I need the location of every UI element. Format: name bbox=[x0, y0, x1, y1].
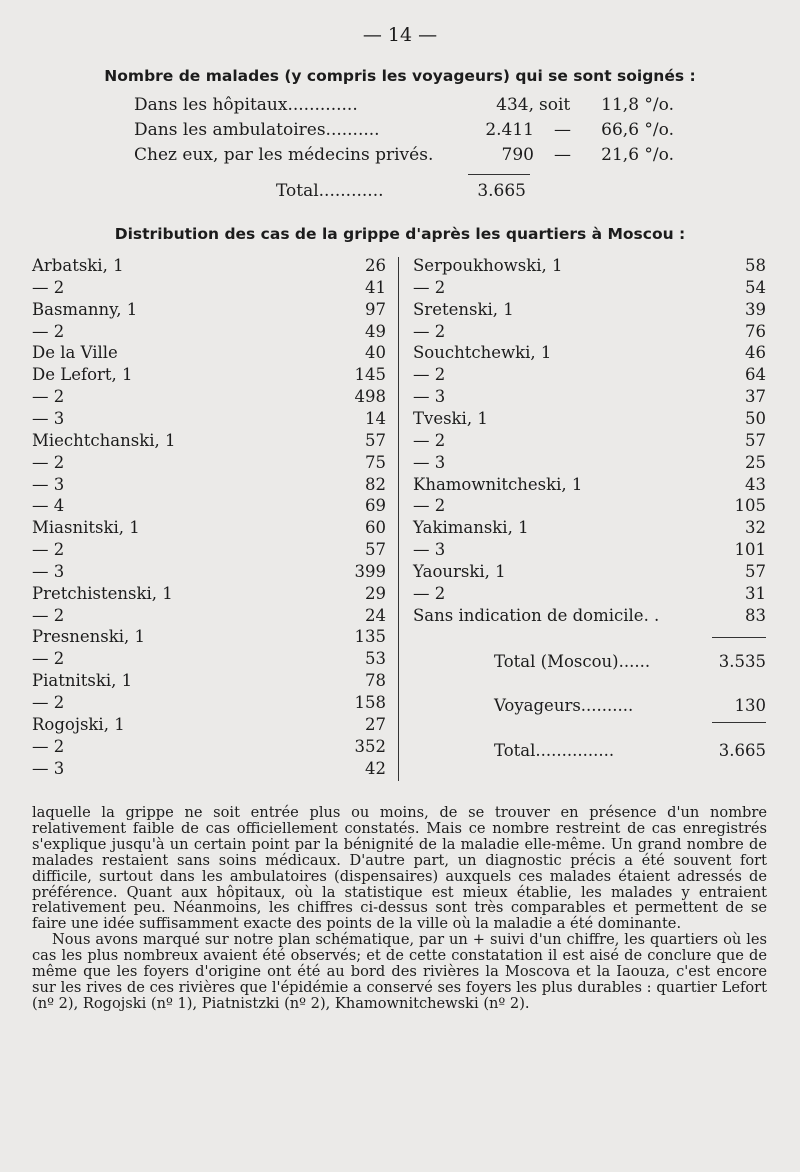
sum-rule bbox=[712, 637, 766, 638]
district-count: 135 bbox=[354, 627, 386, 647]
district-row bbox=[413, 387, 766, 409]
district-name: — 2 bbox=[32, 736, 65, 756]
district-count: 97 bbox=[365, 299, 386, 319]
district-row bbox=[413, 496, 766, 518]
page-number: — 14 — bbox=[362, 24, 438, 46]
stat-row bbox=[134, 145, 674, 171]
total-moscow-row bbox=[494, 652, 766, 674]
stat-percent: 66,6 °/o. bbox=[601, 120, 674, 140]
district-count: 158 bbox=[354, 693, 386, 712]
district-row bbox=[32, 409, 386, 431]
stat-label: Dans les ambulatoires.......... bbox=[134, 120, 380, 140]
stat-label: Chez eux, par les médecins privés. bbox=[134, 145, 434, 165]
district-row bbox=[413, 475, 766, 497]
district-count: 352 bbox=[354, 736, 386, 756]
district-count: 69 bbox=[365, 496, 386, 516]
district-row bbox=[32, 431, 386, 453]
stat-row bbox=[134, 120, 674, 146]
district-count: 25 bbox=[745, 452, 766, 472]
district-name: — 3 bbox=[32, 561, 65, 581]
district-row bbox=[32, 693, 386, 715]
district-count: 64 bbox=[745, 365, 766, 385]
column-divider bbox=[398, 257, 399, 781]
district-count: 75 bbox=[365, 452, 386, 472]
district-count: 105 bbox=[734, 496, 766, 516]
district-row bbox=[32, 475, 386, 497]
district-count: 40 bbox=[365, 343, 386, 363]
district-row bbox=[32, 343, 386, 365]
district-name: — 2 bbox=[32, 605, 65, 625]
body-text bbox=[32, 805, 767, 1012]
stat-count: 434, bbox=[496, 95, 534, 115]
district-row bbox=[413, 278, 766, 300]
district-count: 37 bbox=[745, 387, 766, 407]
district-row bbox=[413, 606, 766, 628]
district-count: 43 bbox=[745, 474, 766, 494]
district-row bbox=[32, 737, 386, 759]
district-name: — 2 bbox=[413, 430, 446, 450]
district-name: Khamownitcheski, 1 bbox=[413, 474, 583, 494]
district-count: 53 bbox=[365, 649, 386, 669]
stat-connector: soit bbox=[539, 95, 571, 115]
district-row bbox=[413, 431, 766, 453]
district-name: Rogojski, 1 bbox=[32, 714, 125, 734]
district-count: 41 bbox=[365, 277, 386, 297]
district-name: — 2 bbox=[413, 321, 446, 341]
district-count: 76 bbox=[745, 321, 766, 341]
district-name: — 2 bbox=[413, 365, 446, 385]
district-name: — 2 bbox=[413, 277, 446, 297]
district-count: 145 bbox=[354, 365, 386, 385]
stat-total-row bbox=[276, 181, 526, 207]
district-name: Pretchistenski, 1 bbox=[32, 583, 173, 603]
district-name: Tveski, 1 bbox=[413, 408, 488, 428]
stat-total-label: Total............ bbox=[276, 181, 384, 201]
district-row bbox=[32, 322, 386, 344]
district-name: — 4 bbox=[32, 496, 65, 516]
district-row bbox=[32, 365, 386, 387]
district-row bbox=[32, 715, 386, 737]
district-row bbox=[32, 453, 386, 475]
district-name: — 2 bbox=[32, 540, 65, 560]
district-row bbox=[32, 649, 386, 671]
stat-percent: 11,8 °/o. bbox=[601, 95, 674, 115]
district-row bbox=[32, 278, 386, 300]
district-count: 46 bbox=[745, 343, 766, 363]
stat-count: 790 bbox=[501, 145, 534, 165]
district-row bbox=[413, 365, 766, 387]
district-name: Sans indication de domicile. . bbox=[413, 605, 660, 625]
district-name: Presnenski, 1 bbox=[32, 627, 145, 647]
district-row bbox=[413, 322, 766, 344]
stat-connector: — bbox=[554, 120, 571, 140]
district-name: — 2 bbox=[413, 583, 446, 603]
district-count: 57 bbox=[745, 430, 766, 450]
district-name: — 3 bbox=[413, 540, 446, 560]
district-row bbox=[32, 606, 386, 628]
paragraph-2: Nous avons marqué sur notre plan schématique, par un + suivi d'un chiffre, les quartiers où les cas les plus nombreux avaient été observés; et de cette constatation il est aisé de conclure que de même que les foyers d'origine ont été au bord des rivières la Moscova et la Iaouza, c'est encore sur les rives de ces rivières que l'épidémie a conservé ses foyers les plus durables : quartier Lefort (nº 2), Rogojski (nº 1), Piatnistzki (nº 2), Khamownitchewski (nº 2). bbox=[32, 931, 767, 1012]
district-count: 32 bbox=[745, 518, 766, 538]
district-row bbox=[32, 518, 386, 540]
district-count: 83 bbox=[745, 605, 766, 625]
district-row bbox=[413, 562, 766, 584]
district-count: 27 bbox=[365, 714, 386, 734]
sum-rule bbox=[468, 174, 530, 175]
district-row bbox=[413, 343, 766, 365]
district-row bbox=[32, 540, 386, 562]
distribution-heading: Distribution des cas de la grippe d'après les quartiers à Moscou : bbox=[114, 225, 686, 243]
district-count: 58 bbox=[745, 256, 766, 275]
district-name: Miechtchanski, 1 bbox=[32, 430, 176, 450]
district-row bbox=[413, 453, 766, 475]
district-name: — 2 bbox=[32, 649, 65, 669]
district-count: 60 bbox=[365, 518, 386, 538]
district-row bbox=[32, 562, 386, 584]
stat-percent: 21,6 °/o. bbox=[601, 145, 674, 165]
district-count: 50 bbox=[745, 408, 766, 428]
district-name: — 2 bbox=[32, 387, 65, 407]
district-row bbox=[413, 256, 766, 278]
district-count: 31 bbox=[745, 583, 766, 603]
district-count: 82 bbox=[365, 474, 386, 494]
district-name: Sretenski, 1 bbox=[413, 299, 514, 319]
district-count: 399 bbox=[354, 561, 386, 581]
district-name: Piatnitski, 1 bbox=[32, 671, 133, 691]
grand-total-value: 3.665 bbox=[718, 741, 766, 760]
district-row bbox=[413, 518, 766, 540]
district-row bbox=[413, 409, 766, 431]
patients-heading: Nombre de malades (y compris les voyageurs) qui se sont soignés : bbox=[104, 67, 696, 85]
district-name: — 3 bbox=[413, 387, 446, 407]
total-moscow-label: Total (Moscou)...... bbox=[494, 652, 651, 671]
district-name: — 3 bbox=[32, 474, 65, 494]
district-count: 39 bbox=[745, 299, 766, 319]
travellers-label: Voyageurs.......... bbox=[494, 696, 634, 715]
district-name: — 2 bbox=[32, 277, 65, 297]
district-row bbox=[32, 759, 386, 781]
district-row bbox=[32, 300, 386, 322]
district-name: Basmanny, 1 bbox=[32, 299, 138, 319]
stat-total-value: 3.665 bbox=[477, 181, 526, 201]
sum-rule bbox=[712, 722, 766, 723]
district-count: 57 bbox=[365, 430, 386, 450]
district-name: — 3 bbox=[413, 452, 446, 472]
district-name: De la Ville bbox=[32, 343, 118, 363]
stat-count: 2.411 bbox=[485, 120, 534, 140]
district-name: Yakimanski, 1 bbox=[413, 518, 529, 538]
district-count: 101 bbox=[734, 540, 766, 560]
district-name: Arbatski, 1 bbox=[32, 256, 124, 275]
stat-label: Dans les hôpitaux............. bbox=[134, 95, 358, 115]
district-name: Souchtchewki, 1 bbox=[413, 343, 552, 363]
district-row bbox=[32, 387, 386, 409]
district-name: Yaourski, 1 bbox=[413, 561, 506, 581]
district-count: 498 bbox=[354, 387, 386, 407]
district-name: — 3 bbox=[32, 408, 65, 428]
grand-total-label: Total............... bbox=[494, 741, 615, 760]
district-row bbox=[413, 300, 766, 322]
district-count: 14 bbox=[365, 408, 386, 428]
district-count: 57 bbox=[365, 540, 386, 560]
district-count: 42 bbox=[365, 758, 386, 778]
travellers-row bbox=[494, 696, 766, 718]
district-count: 54 bbox=[745, 277, 766, 297]
district-count: 57 bbox=[745, 561, 766, 581]
district-name: — 2 bbox=[32, 452, 65, 472]
stat-connector: — bbox=[554, 145, 571, 165]
district-name: — 2 bbox=[413, 496, 446, 516]
stat-row bbox=[134, 95, 674, 121]
district-name: — 2 bbox=[32, 321, 65, 341]
district-name: — 3 bbox=[32, 758, 65, 778]
district-count: 26 bbox=[365, 256, 386, 275]
district-name: Serpoukhowski, 1 bbox=[413, 256, 563, 275]
total-moscow-value: 3.535 bbox=[718, 652, 766, 671]
district-row bbox=[413, 584, 766, 606]
district-row bbox=[32, 584, 386, 606]
district-count: 49 bbox=[365, 321, 386, 341]
district-row bbox=[32, 256, 386, 278]
district-name: De Lefort, 1 bbox=[32, 365, 133, 385]
district-row bbox=[32, 671, 386, 693]
district-row bbox=[413, 540, 766, 562]
district-count: 78 bbox=[365, 671, 386, 691]
district-row bbox=[32, 496, 386, 518]
district-name: Miasnitski, 1 bbox=[32, 518, 140, 538]
travellers-value: 130 bbox=[734, 696, 766, 715]
paragraph-1: laquelle la grippe ne soit entrée plus ou moins, de se trouver en présence d'un nombre relativement faible de cas officiellement constatés. Mais ce nombre restreint de cas enregistrés s'explique jusqu'à un certain point par la bénignité de la maladie elle-même. Un grand nombre de malades restaient sans soins médicaux. D'autre part, un diagnostic précis a été souvent fort difficile, surtout dans les ambulatoires (dispensaires) auxquels ces malades étaient adressés de préférence. Quant aux hôpitaux, où la statistique est mieux établie, les malades y entraient relativement peu. Néanmoins, les chiffres ci-dessus sont très comparables et permettent de se faire une idée suffisamment exacte des points de la ville où la maladie a été dominante. bbox=[32, 804, 767, 933]
grand-total-row bbox=[494, 741, 766, 763]
district-count: 29 bbox=[365, 583, 386, 603]
district-count: 24 bbox=[365, 605, 386, 625]
district-row bbox=[32, 627, 386, 649]
district-name: — 2 bbox=[32, 693, 65, 712]
